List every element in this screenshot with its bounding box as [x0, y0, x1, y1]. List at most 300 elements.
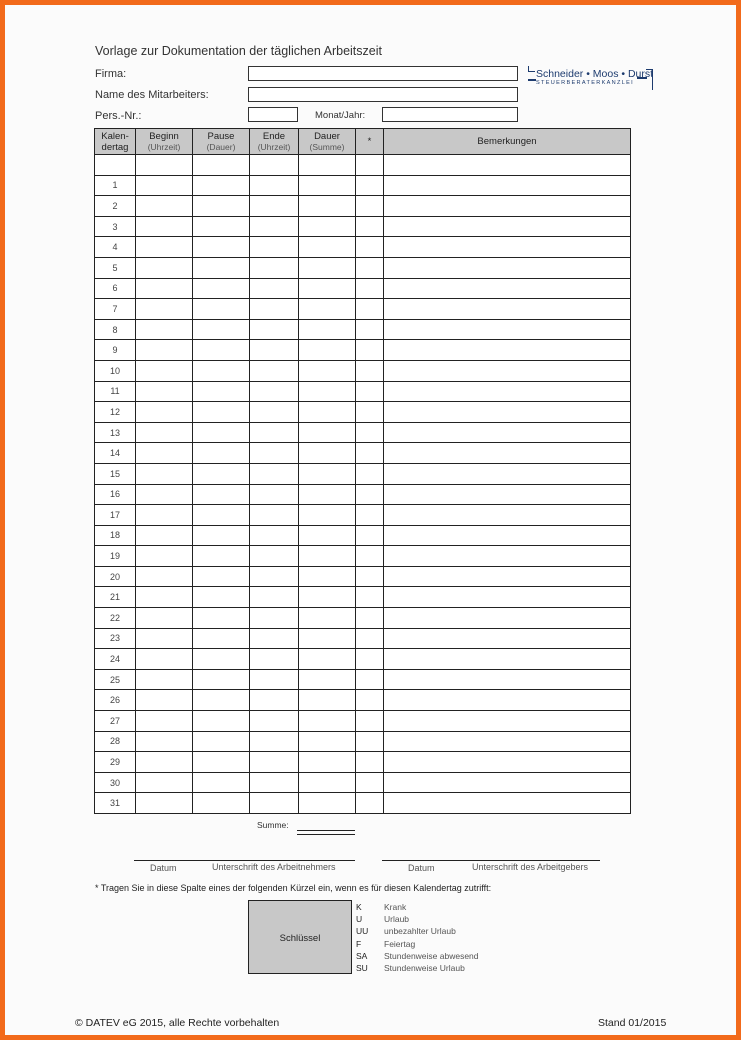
day-number: 11 [95, 381, 136, 402]
table-cell[interactable] [250, 669, 299, 690]
table-cell[interactable] [136, 752, 193, 773]
table-row [95, 257, 631, 278]
key-code: SA [356, 950, 368, 961]
table-cell[interactable] [356, 257, 384, 278]
table-cell[interactable] [250, 587, 299, 608]
table-cell[interactable] [384, 443, 631, 464]
column-header [299, 129, 356, 155]
table-cell[interactable] [193, 546, 250, 567]
monat-field[interactable] [382, 107, 518, 122]
key-description: Krank [384, 902, 407, 912]
table-cell[interactable] [136, 690, 193, 711]
table-cell[interactable] [136, 505, 193, 526]
table-cell[interactable] [384, 299, 631, 320]
column-header [250, 129, 299, 155]
table-cell[interactable] [299, 505, 356, 526]
table-cell[interactable] [250, 690, 299, 711]
table-cell[interactable] [356, 463, 384, 484]
table-cell[interactable] [356, 340, 384, 361]
table-cell[interactable] [299, 649, 356, 670]
day-number: 19 [95, 546, 136, 567]
table-cell[interactable] [250, 484, 299, 505]
table-cell[interactable] [299, 711, 356, 732]
table-row [95, 381, 631, 402]
table-cell[interactable] [193, 587, 250, 608]
table-row [95, 587, 631, 608]
table-row [95, 340, 631, 361]
table-cell[interactable] [384, 628, 631, 649]
table-cell[interactable] [193, 752, 250, 773]
day-number: 20 [95, 566, 136, 587]
day-number: 13 [95, 422, 136, 443]
day-number: 22 [95, 608, 136, 629]
table-cell[interactable] [384, 340, 631, 361]
table-cell[interactable] [250, 196, 299, 217]
table-cell[interactable] [299, 669, 356, 690]
table-cell[interactable] [299, 587, 356, 608]
day-number: 10 [95, 360, 136, 381]
table-cell[interactable] [299, 299, 356, 320]
table-cell[interactable] [193, 422, 250, 443]
table-cell[interactable] [299, 608, 356, 629]
table-cell[interactable] [136, 484, 193, 505]
table-cell[interactable] [384, 772, 631, 793]
table-cell[interactable] [384, 608, 631, 629]
table-cell[interactable] [299, 628, 356, 649]
summe-line [297, 830, 355, 831]
day-number: 2 [95, 196, 136, 217]
table-cell[interactable] [356, 319, 384, 340]
table-cell[interactable] [384, 278, 631, 299]
table-cell[interactable] [250, 299, 299, 320]
table-cell[interactable] [384, 196, 631, 217]
column-header-subtitle: (Uhrzeit) [257, 141, 291, 152]
key-title: Schlüssel [279, 933, 321, 944]
monat-label: Monat/Jahr: [315, 110, 366, 121]
firma-field[interactable] [248, 66, 518, 81]
day-number: 23 [95, 628, 136, 649]
summe-line-double [297, 834, 355, 835]
day-number: 6 [95, 278, 136, 299]
table-cell[interactable] [384, 566, 631, 587]
day-number: 12 [95, 402, 136, 423]
table-cell[interactable] [193, 525, 250, 546]
table-cell[interactable] [250, 505, 299, 526]
table-cell[interactable] [356, 793, 384, 814]
table-cell[interactable] [384, 402, 631, 423]
employer-date-label: Datum [408, 863, 435, 873]
table-cell[interactable] [136, 299, 193, 320]
table-row [95, 628, 631, 649]
table-cell[interactable] [384, 463, 631, 484]
table-cell[interactable] [299, 484, 356, 505]
table-cell[interactable] [250, 360, 299, 381]
table-cell[interactable] [136, 546, 193, 567]
table-cell[interactable] [193, 402, 250, 423]
table-cell[interactable] [193, 443, 250, 464]
table-cell[interactable] [299, 463, 356, 484]
column-header-title: Kalen- [101, 130, 129, 142]
table-cell[interactable] [193, 196, 250, 217]
day-number: 8 [95, 319, 136, 340]
table-cell[interactable] [95, 155, 136, 176]
table-cell[interactable] [384, 690, 631, 711]
table-cell[interactable] [384, 237, 631, 258]
column-header-title: * [367, 136, 372, 147]
table-cell[interactable] [250, 711, 299, 732]
table-cell[interactable] [193, 216, 250, 237]
column-header-title: Ende [262, 130, 286, 142]
table-cell[interactable] [356, 669, 384, 690]
table-cell[interactable] [384, 587, 631, 608]
key-description: Urlaub [384, 914, 410, 925]
table-cell[interactable] [193, 731, 250, 752]
table-cell[interactable] [193, 772, 250, 793]
table-cell[interactable] [136, 608, 193, 629]
table-cell[interactable] [384, 422, 631, 443]
table-cell[interactable] [136, 443, 193, 464]
day-number: 3 [95, 216, 136, 237]
table-cell[interactable] [356, 175, 384, 196]
table-cell[interactable] [356, 443, 384, 464]
day-number: 16 [95, 484, 136, 505]
table-cell[interactable] [356, 628, 384, 649]
table-cell[interactable] [250, 731, 299, 752]
table-cell[interactable] [136, 257, 193, 278]
table-cell[interactable] [193, 711, 250, 732]
day-number: 1 [95, 175, 136, 196]
logo-name: Schneider • Moos • Durst [536, 68, 654, 80]
table-cell[interactable] [356, 525, 384, 546]
mitarbeiter-label: Name des Mitarbeiters: [95, 89, 209, 101]
table-cell[interactable] [193, 484, 250, 505]
day-number: 5 [95, 257, 136, 278]
table-cell[interactable] [136, 772, 193, 793]
table-cell[interactable] [250, 649, 299, 670]
table-row [95, 175, 631, 196]
table-cell[interactable] [193, 175, 250, 196]
key-code: SU [356, 963, 368, 973]
day-number: 31 [95, 793, 136, 814]
column-header [95, 129, 136, 155]
table-cell[interactable] [356, 402, 384, 423]
table-row [95, 546, 631, 567]
table-cell[interactable] [356, 731, 384, 752]
column-header-title: Dauer [314, 130, 340, 142]
table-cell[interactable] [299, 175, 356, 196]
day-number: 18 [95, 525, 136, 546]
table-cell[interactable] [299, 237, 356, 258]
column-header-title: Beginn [149, 130, 179, 142]
table-cell[interactable] [193, 690, 250, 711]
key-description: Stundenweise Urlaub [384, 963, 465, 973]
employee-date-label: Datum [150, 863, 177, 873]
table-cell[interactable] [250, 175, 299, 196]
footnote: * Tragen Sie in diese Spalte eines der folgenden Kürzel ein, wenn es für diesen Kalendertag zutrifft: [95, 883, 492, 893]
table-cell[interactable] [299, 443, 356, 464]
persnr-field[interactable] [248, 107, 298, 122]
table-cell[interactable] [136, 422, 193, 443]
table-cell[interactable] [193, 608, 250, 629]
table-row [95, 566, 631, 587]
day-number: 15 [95, 463, 136, 484]
table-cell[interactable] [384, 649, 631, 670]
table-cell[interactable] [193, 669, 250, 690]
table-row [95, 299, 631, 320]
table-cell[interactable] [299, 360, 356, 381]
column-header [356, 129, 384, 155]
table-cell[interactable] [299, 402, 356, 423]
table-cell[interactable] [250, 402, 299, 423]
table-cell[interactable] [384, 155, 631, 176]
page-title: Vorlage zur Dokumentation der täglichen Arbeitszeit [95, 44, 382, 58]
table-cell[interactable] [193, 628, 250, 649]
table-row [95, 669, 631, 690]
table-cell[interactable] [250, 422, 299, 443]
column-header [136, 129, 193, 155]
table-cell[interactable] [356, 711, 384, 732]
table-cell[interactable] [136, 566, 193, 587]
logo-subtitle: STEUERBERATERKANZLEI [536, 80, 635, 86]
table-cell[interactable] [299, 566, 356, 587]
table-cell[interactable] [136, 381, 193, 402]
table-cell[interactable] [299, 546, 356, 567]
table-row [95, 772, 631, 793]
table-cell[interactable] [356, 752, 384, 773]
table-cell[interactable] [299, 196, 356, 217]
table-cell[interactable] [356, 155, 384, 176]
day-number: 21 [95, 587, 136, 608]
table-row [95, 422, 631, 443]
table-cell[interactable] [384, 216, 631, 237]
table-cell[interactable] [250, 381, 299, 402]
table-cell[interactable] [356, 484, 384, 505]
key-code: K [356, 902, 362, 912]
table-cell[interactable] [384, 731, 631, 752]
day-number: 27 [95, 711, 136, 732]
table-cell[interactable] [250, 546, 299, 567]
table-cell[interactable] [384, 752, 631, 773]
table-cell[interactable] [250, 155, 299, 176]
table-cell[interactable] [299, 155, 356, 176]
table-header [95, 129, 631, 155]
table-cell[interactable] [136, 793, 193, 814]
mitarbeiter-field[interactable] [248, 87, 518, 102]
table-row [95, 649, 631, 670]
table-row [95, 278, 631, 299]
table-cell[interactable] [136, 319, 193, 340]
table-cell[interactable] [356, 422, 384, 443]
table-cell[interactable] [384, 175, 631, 196]
column-header-subtitle: (Summe) [309, 141, 345, 152]
table-cell[interactable] [250, 772, 299, 793]
table-cell[interactable] [356, 216, 384, 237]
table-row [95, 237, 631, 258]
table-cell[interactable] [250, 443, 299, 464]
employer-signature-label: Unterschrift des Arbeitgebers [472, 862, 589, 872]
table-cell[interactable] [356, 278, 384, 299]
key-code: UU [356, 926, 369, 937]
persnr-label: Pers.-Nr.: [95, 110, 142, 122]
table-cell[interactable] [136, 402, 193, 423]
table-cell[interactable] [299, 422, 356, 443]
table-cell[interactable] [250, 340, 299, 361]
table-body [95, 155, 631, 814]
table-cell[interactable] [136, 711, 193, 732]
table-row [95, 525, 631, 546]
day-number: 14 [95, 443, 136, 464]
table-cell[interactable] [384, 360, 631, 381]
table-cell[interactable] [250, 752, 299, 773]
table-cell[interactable] [356, 237, 384, 258]
table-row [95, 731, 631, 752]
table-cell[interactable] [299, 278, 356, 299]
table-cell[interactable] [250, 566, 299, 587]
key-description: unbezahlter Urlaub [384, 926, 456, 937]
table-row [95, 360, 631, 381]
table-cell[interactable] [356, 566, 384, 587]
table-cell[interactable] [250, 525, 299, 546]
table-cell[interactable] [299, 793, 356, 814]
table-cell[interactable] [136, 216, 193, 237]
table-cell[interactable] [193, 381, 250, 402]
table-cell[interactable] [299, 257, 356, 278]
table-row [95, 608, 631, 629]
table-cell[interactable] [299, 319, 356, 340]
table-cell[interactable] [384, 484, 631, 505]
table-cell[interactable] [136, 628, 193, 649]
day-number: 4 [95, 237, 136, 258]
day-number: 30 [95, 772, 136, 793]
key-description: Stundenweise abwesend [384, 950, 479, 961]
table-cell[interactable] [136, 278, 193, 299]
table-cell[interactable] [299, 690, 356, 711]
table-cell[interactable] [299, 525, 356, 546]
table-cell[interactable] [299, 752, 356, 773]
column-header-subtitle: (Uhrzeit) [147, 141, 181, 152]
table-cell[interactable] [193, 237, 250, 258]
table-cell[interactable] [250, 319, 299, 340]
table-cell[interactable] [136, 587, 193, 608]
table-cell[interactable] [299, 731, 356, 752]
table-cell[interactable] [299, 381, 356, 402]
table-cell[interactable] [384, 381, 631, 402]
table-cell[interactable] [384, 546, 631, 567]
table-row [95, 319, 631, 340]
table-cell[interactable] [193, 360, 250, 381]
table-cell[interactable] [384, 505, 631, 526]
table-row [95, 443, 631, 464]
table-row [95, 463, 631, 484]
table-cell[interactable] [250, 257, 299, 278]
table-row [95, 711, 631, 732]
table-cell[interactable] [193, 793, 250, 814]
table-cell[interactable] [250, 463, 299, 484]
time-table [94, 128, 631, 814]
table-cell[interactable] [356, 299, 384, 320]
table-cell[interactable] [193, 649, 250, 670]
key-code: U [356, 914, 363, 925]
table-cell[interactable] [250, 278, 299, 299]
table-cell[interactable] [193, 278, 250, 299]
table-cell[interactable] [356, 608, 384, 629]
table-cell[interactable] [193, 257, 250, 278]
table-cell[interactable] [193, 319, 250, 340]
table-cell[interactable] [193, 566, 250, 587]
table-cell[interactable] [193, 463, 250, 484]
table-cell[interactable] [299, 340, 356, 361]
column-header-subtitle: (Dauer) [206, 141, 236, 152]
table-row [95, 216, 631, 237]
table-cell[interactable] [250, 216, 299, 237]
table-cell[interactable] [136, 463, 193, 484]
table-cell[interactable] [193, 155, 250, 176]
table-row [95, 690, 631, 711]
table-cell[interactable] [356, 587, 384, 608]
table-cell[interactable] [136, 649, 193, 670]
table-cell[interactable] [193, 505, 250, 526]
table-row [95, 505, 631, 526]
table-cell[interactable] [356, 196, 384, 217]
employer-signature-line[interactable] [382, 860, 600, 861]
footer-version: Stand 01/2015 [598, 1017, 667, 1029]
table-cell[interactable] [250, 237, 299, 258]
table-cell[interactable] [250, 793, 299, 814]
table-cell[interactable] [384, 319, 631, 340]
day-number: 29 [95, 752, 136, 773]
table-cell[interactable] [356, 649, 384, 670]
table-cell[interactable] [384, 793, 631, 814]
employee-signature-line[interactable] [134, 860, 355, 861]
table-cell[interactable] [136, 360, 193, 381]
table-cell[interactable] [356, 772, 384, 793]
table-cell[interactable] [356, 505, 384, 526]
firma-label: Firma: [95, 68, 127, 80]
key-code: F [356, 938, 362, 949]
table-cell[interactable] [193, 299, 250, 320]
table-row [95, 484, 631, 505]
table-cell[interactable] [384, 525, 631, 546]
table-cell[interactable] [384, 257, 631, 278]
table-cell[interactable] [136, 669, 193, 690]
table-cell[interactable] [250, 628, 299, 649]
key-box [248, 900, 352, 974]
column-header-subtitle: dertag [101, 141, 129, 153]
table-cell[interactable] [299, 772, 356, 793]
column-header [193, 129, 250, 155]
table-cell[interactable] [384, 711, 631, 732]
table-cell[interactable] [356, 381, 384, 402]
table-cell[interactable] [136, 340, 193, 361]
table-cell[interactable] [356, 546, 384, 567]
table-cell[interactable] [299, 216, 356, 237]
table-cell[interactable] [136, 175, 193, 196]
table-cell[interactable] [136, 155, 193, 176]
table-cell[interactable] [356, 360, 384, 381]
table-cell[interactable] [136, 525, 193, 546]
table-cell[interactable] [250, 608, 299, 629]
table-cell[interactable] [136, 237, 193, 258]
key-description: Feiertag [384, 938, 416, 949]
table-cell[interactable] [136, 731, 193, 752]
day-number: 26 [95, 690, 136, 711]
column-header-title: Pause [207, 130, 235, 142]
table-cell[interactable] [193, 340, 250, 361]
table-cell[interactable] [384, 669, 631, 690]
column-header [384, 129, 631, 155]
table-cell[interactable] [136, 196, 193, 217]
table-cell[interactable] [356, 690, 384, 711]
